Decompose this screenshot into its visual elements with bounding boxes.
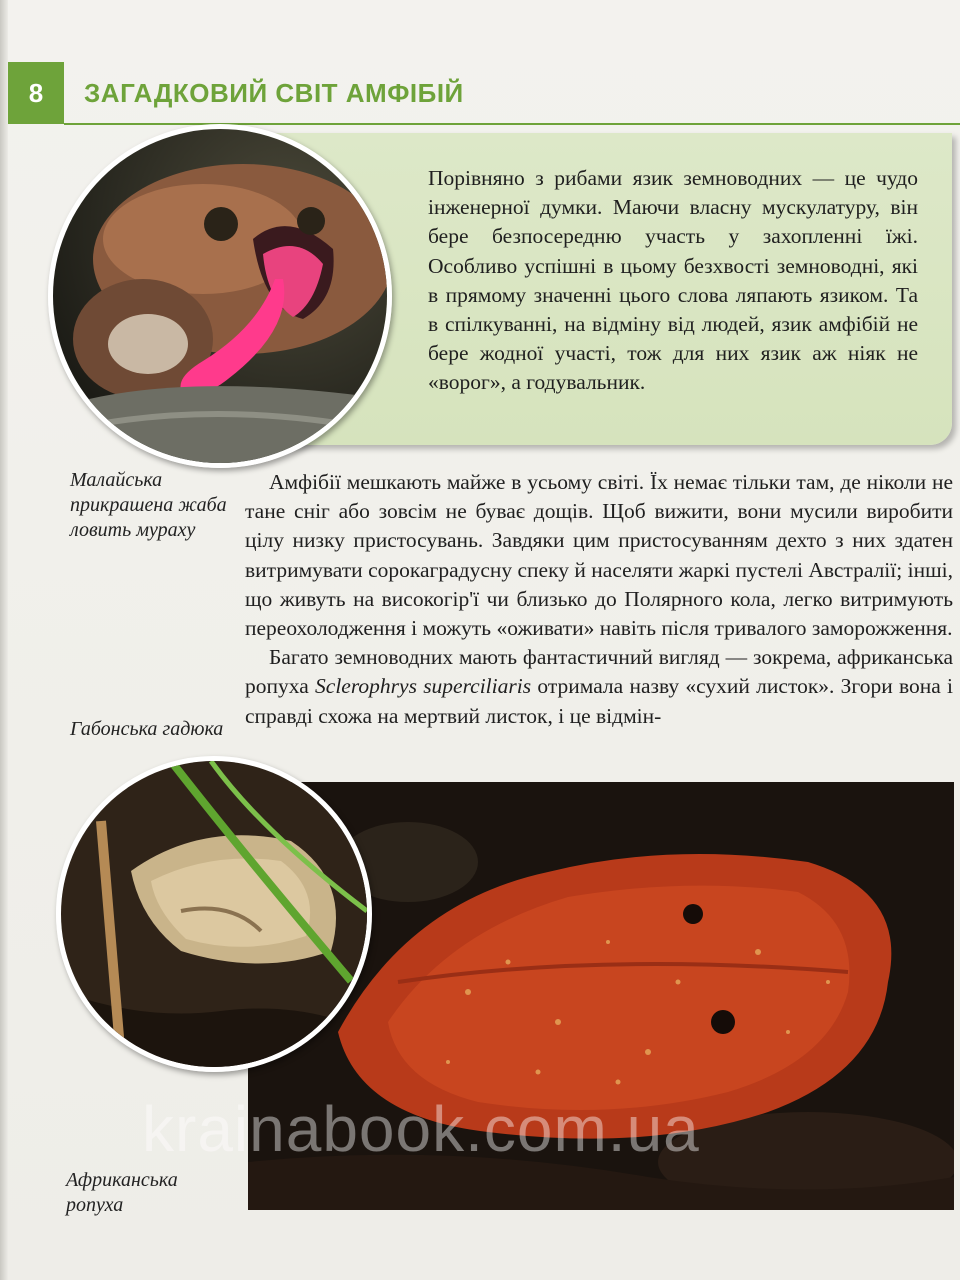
paragraph-2-start: Багато земноводних мають фантастичний вигляд — зокрема, африканська ропуха (245, 645, 953, 699)
viper-photo (56, 756, 372, 1072)
species-name: Sclerophrys superciliaris (315, 674, 532, 699)
paragraph-1: Амфібії мешкають майже в усьому світі. Їх немає тільки там, де ніколи не тане сніг або зовсім не буває дощів. Щоб вижити, вони мусили виробити цілу низку пристосувань. Завдяки цим пристосуванням дехто з них здатен витримувати сорокаградусну спеку й населяти жаркі пустелі Австралії; інші, що живуть на високогір'ї чи близько до Полярного кола, легко витримують переохолодження і можуть «оживати» навіть після тривалого заморожження. (245, 470, 953, 641)
info-box-paragraph: Порівняно з рибами язик земноводних — це чудо інженерної думки. Маючи власну мускулатуру, він бере безпосередню участь у захопленні їжі. Особливо успішні в цьому безхвості земноводні, які в прямому значенні цього слова ляпають язиком. Та в спілкуванні, на відміну від людей, язик амфібій не бере жодної участі, тож для них язик аж ніяк не «ворог», а годувальник. (428, 166, 918, 395)
main-text (245, 468, 953, 731)
toad-caption: Малайська прикрашена жаба ловить мураху (70, 469, 227, 541)
paragraph-2-end: отримала назву «сухий листок». Згори вона і справді схожа на мертвий листок, і це відмін- (245, 674, 953, 728)
watermark: krainabook.com.ua (142, 1093, 700, 1165)
african-toad-caption: Африканська ропуха (66, 1169, 178, 1216)
paragraph-2 (245, 643, 953, 731)
chapter-title: ЗАГАДКОВИЙ СВІТ АМФІБІЙ (84, 78, 464, 108)
toad-photo (48, 124, 392, 468)
page-spine-shadow (0, 0, 8, 1280)
page-number: 8 (8, 62, 64, 124)
info-box-text (428, 164, 918, 398)
viper-caption: Габонська гадюка (70, 718, 224, 740)
